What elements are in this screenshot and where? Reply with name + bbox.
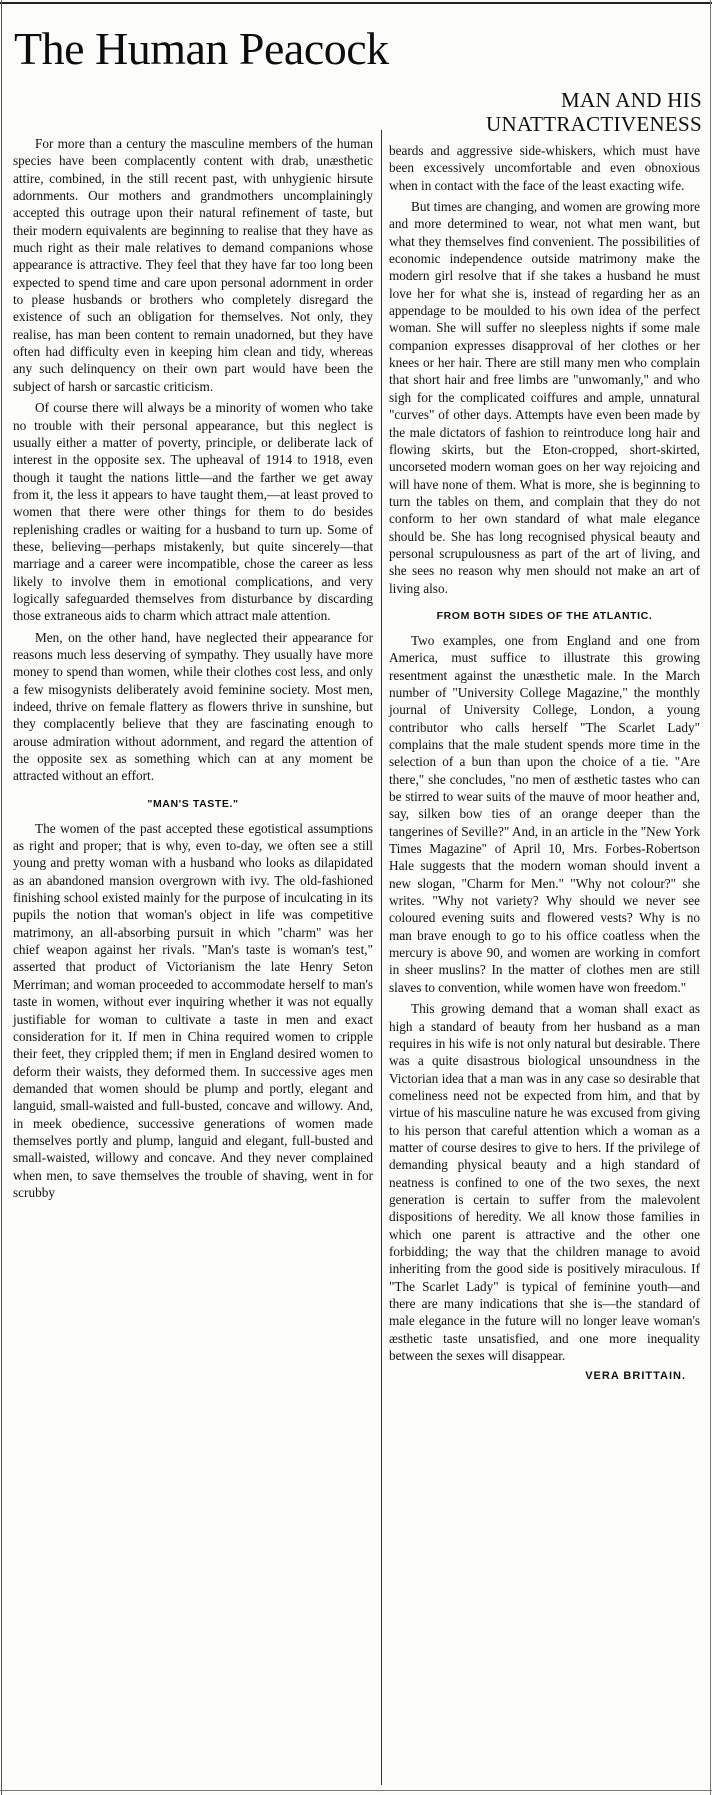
paragraph: beards and aggressive side-whiskers, which must have been excessively uncomfortable and even obnoxious when in contact with the face of the least exacting wife. [389,143,700,193]
right-border-rule [710,0,711,1795]
paragraph: But times are changing, and women are growing more and more determined to wear, not what men want, but what they themselves find convenient. The possibilities of economic independence outside matrimony make the modern girl resolve that if she takes a husband he must love her for what she is, instead of regarding her as an appendage to be moulded to his own idea of the perfect woman. She will suffer no sleepless nights if some male companion expresses disapproval of her clothes or her knees or her hair. There are still many men who complain that short hair and free limbs are "unwomanly," and who sigh for the complicated coiffures and ample, unnatural "curves" of other days. Attempts have even been made by the male dictators of fashion to reintroduce long hair and flowing skirts, but the Eton-cropped, short-skirted, uncorseted modern woman goes on her way rejoicing and will have none of them. What is more, she is beginning to turn the tables on them, and complain that they do not conform to her own standard of what male elegance should be. She has long recognised physical beauty and personal scrupulousness as part of the art of living, and she sees no reason why men should not make an art of living also. [389,199,700,596]
column-divider [381,130,382,1785]
paragraph: Of course there will always be a minority of women who take no trouble with their personal appearance, but this neglect is usually either a matter of poverty, principle, or deliberate lack of interest in the opposite sex. The upheaval of 1914 to 1918, even though it taught the nations little—and the farther we get away from it, the less it appears to have taught them,—at least proved to women that there were other things for them to do besides replenishing cradles or waiting for a husband to turn up. Some of these, believing—perhaps mistakenly, but quite sincerely—that marriage and a career were incompatible, chose the career as less likely to involve them in emotional complications, and very logically safeguarded themselves from disturbance by discarding those extraneous aids to charm which attract male attention. [13,400,373,624]
paragraph: This growing demand that a woman shall exact as high a standard of beauty from her husband as a man requires in his wife is not only natural but desirable. There was a quite disastrous biological unsoundness in the Victorian idea that a man was in any case so desirable that comeliness need not be expected from him, and that by virtue of his masculine nature he was excused from giving to his person that careful attention which a woman as a matter of course desires to give to hers. If the privilege of demanding physical beauty and a high standard of neatness is confined to one of the two sexes, the next generation is certain to suffer from the malevolent dispositions of heredity. We all know those families in which one parent is attractive and the other one forbidding; the way that the children manage to avoid inheriting from the good side is positively miraculous. If "The Scarlet Lady" is typical of feminine youth—and there are many indications that she is—the standard of male elegance in the future will no longer leave woman's æsthetic taste unsatisfied, and one more inequality between the sexes will disappear. [389,1001,700,1364]
article-title: The Human Peacock [14,23,389,74]
paragraph: Two examples, one from England and one from America, must suffice to illustrate this growing resentment against the unæsthetic male. In the March number of "University College Magazine," the monthly journal of University College, London, a young contributor who calls herself "The Scarlet Lady" complains that the male student spends more time in the selection of a bun than upon the choice of a tie. "Are there," she concludes, "no men of æsthetic tastes who can be stirred to wear suits of the mauve of moor heather and, say, silken bow ties of an orange deeper than the tangerines of Seville?" And, in an article in the "New York Times Magazine" of April 10, Mrs. Forbes-Robertson Hale suggests that the modern woman should invent a new slogan, "Charm for Men." "Why not colour?" she writes. "Why not variety? Why should we never see coloured evening suits and flowered vests? Why is no man brave enough to go to his office coatless when the mercury is above 90, and women are working in comfort in sheer muslins? In the matter of clothes men are still slaves to convention, while women have won freedom." [389,632,700,995]
paragraph: The women of the past accepted these egotistical assumptions as right and proper; that is why, even to-day, we often see a still young and pretty woman with a husband who looks as dilapidated as an abandoned mansion overgrown with ivy. The old-fashioned finishing school existed mainly for the purpose of inculcating in its pupils the notion that woman's object in life was competitive matrimony, an all-absorbing pursuit in which "charm" was her chief weapon against her rivals. "Man's taste is woman's test," asserted that product of Victorianism the late Henry Seton Merriman; and woman proceeded to accommodate herself to man's taste in women, without ever inquiring whether it was not equally justifiable for woman to cultivate a taste in men and exact consideration for it. If men in China required women to cripple their feet, they crippled them; if men in England desired women to deform their waists, they deformed them. In successive ages men demanded that women should be plump and portly, elegant and languid, small-waisted and full-busted, concave and willowy. And, in meek obedience, successive generations of women made themselves portly and plump, languid and elegant, full-busted and small-waisted, willowy and concave. And they never complained when men, to save themselves the trouble of shaving, went in for scrubby [13,820,373,1200]
paragraph: Men, on the other hand, have neglected their appearance for reasons much less deserving of sympathy. They usually have more money to spend than women, while their clothes cost less, and only a few misogynists deliberately avoid feminine society. Most men, indeed, thrive on female flattery as flowers thrive in sunshine, but they complacently believe that they are fascinating enough to arouse admiration without adornment, and regard the attention of the opposite sex as something which can at any moment be attracted without an effort. [13,629,373,784]
bottom-border-rule [0,1790,712,1791]
section-heading-atlantic: FROM BOTH SIDES OF THE ATLANTIC. [436,609,653,622]
paragraph: For more than a century the masculine members of the human species have been complacently content with drab, unæsthetic attire, combined, in the still recent past, with unhygienic hirsute adornments. Our mothers and grandmothers uncomplainingly accepted this outrage upon their natural refinement of taste, but their modern equivalents are beginning to realise that they have as much right as their male relatives to demand companions whose appearance is attractive. They feel that they have far too long been expected to spend time and care upon personal adornment in order to please husbands or brothers who completely disregard the existence of such an obligation for themselves. Not only, they realise, has man been content to remain unadorned, but they have often had difficulty even in keeping him clean and tidy, whereas any such delinquency on their own part would have been the subject of harsh or sarcastic criticism. [13,136,373,394]
section-heading-mans-taste: "MAN'S TASTE." [147,797,239,810]
top-border-rule [0,2,712,4]
author-signature: VERA BRITTAIN. [585,1370,686,1383]
article-subheadline: MAN AND HIS UNATTRACTIVENESS [486,88,702,136]
column-right [389,142,700,1386]
left-border-rule [1,0,2,1795]
column-left [13,135,373,1205]
